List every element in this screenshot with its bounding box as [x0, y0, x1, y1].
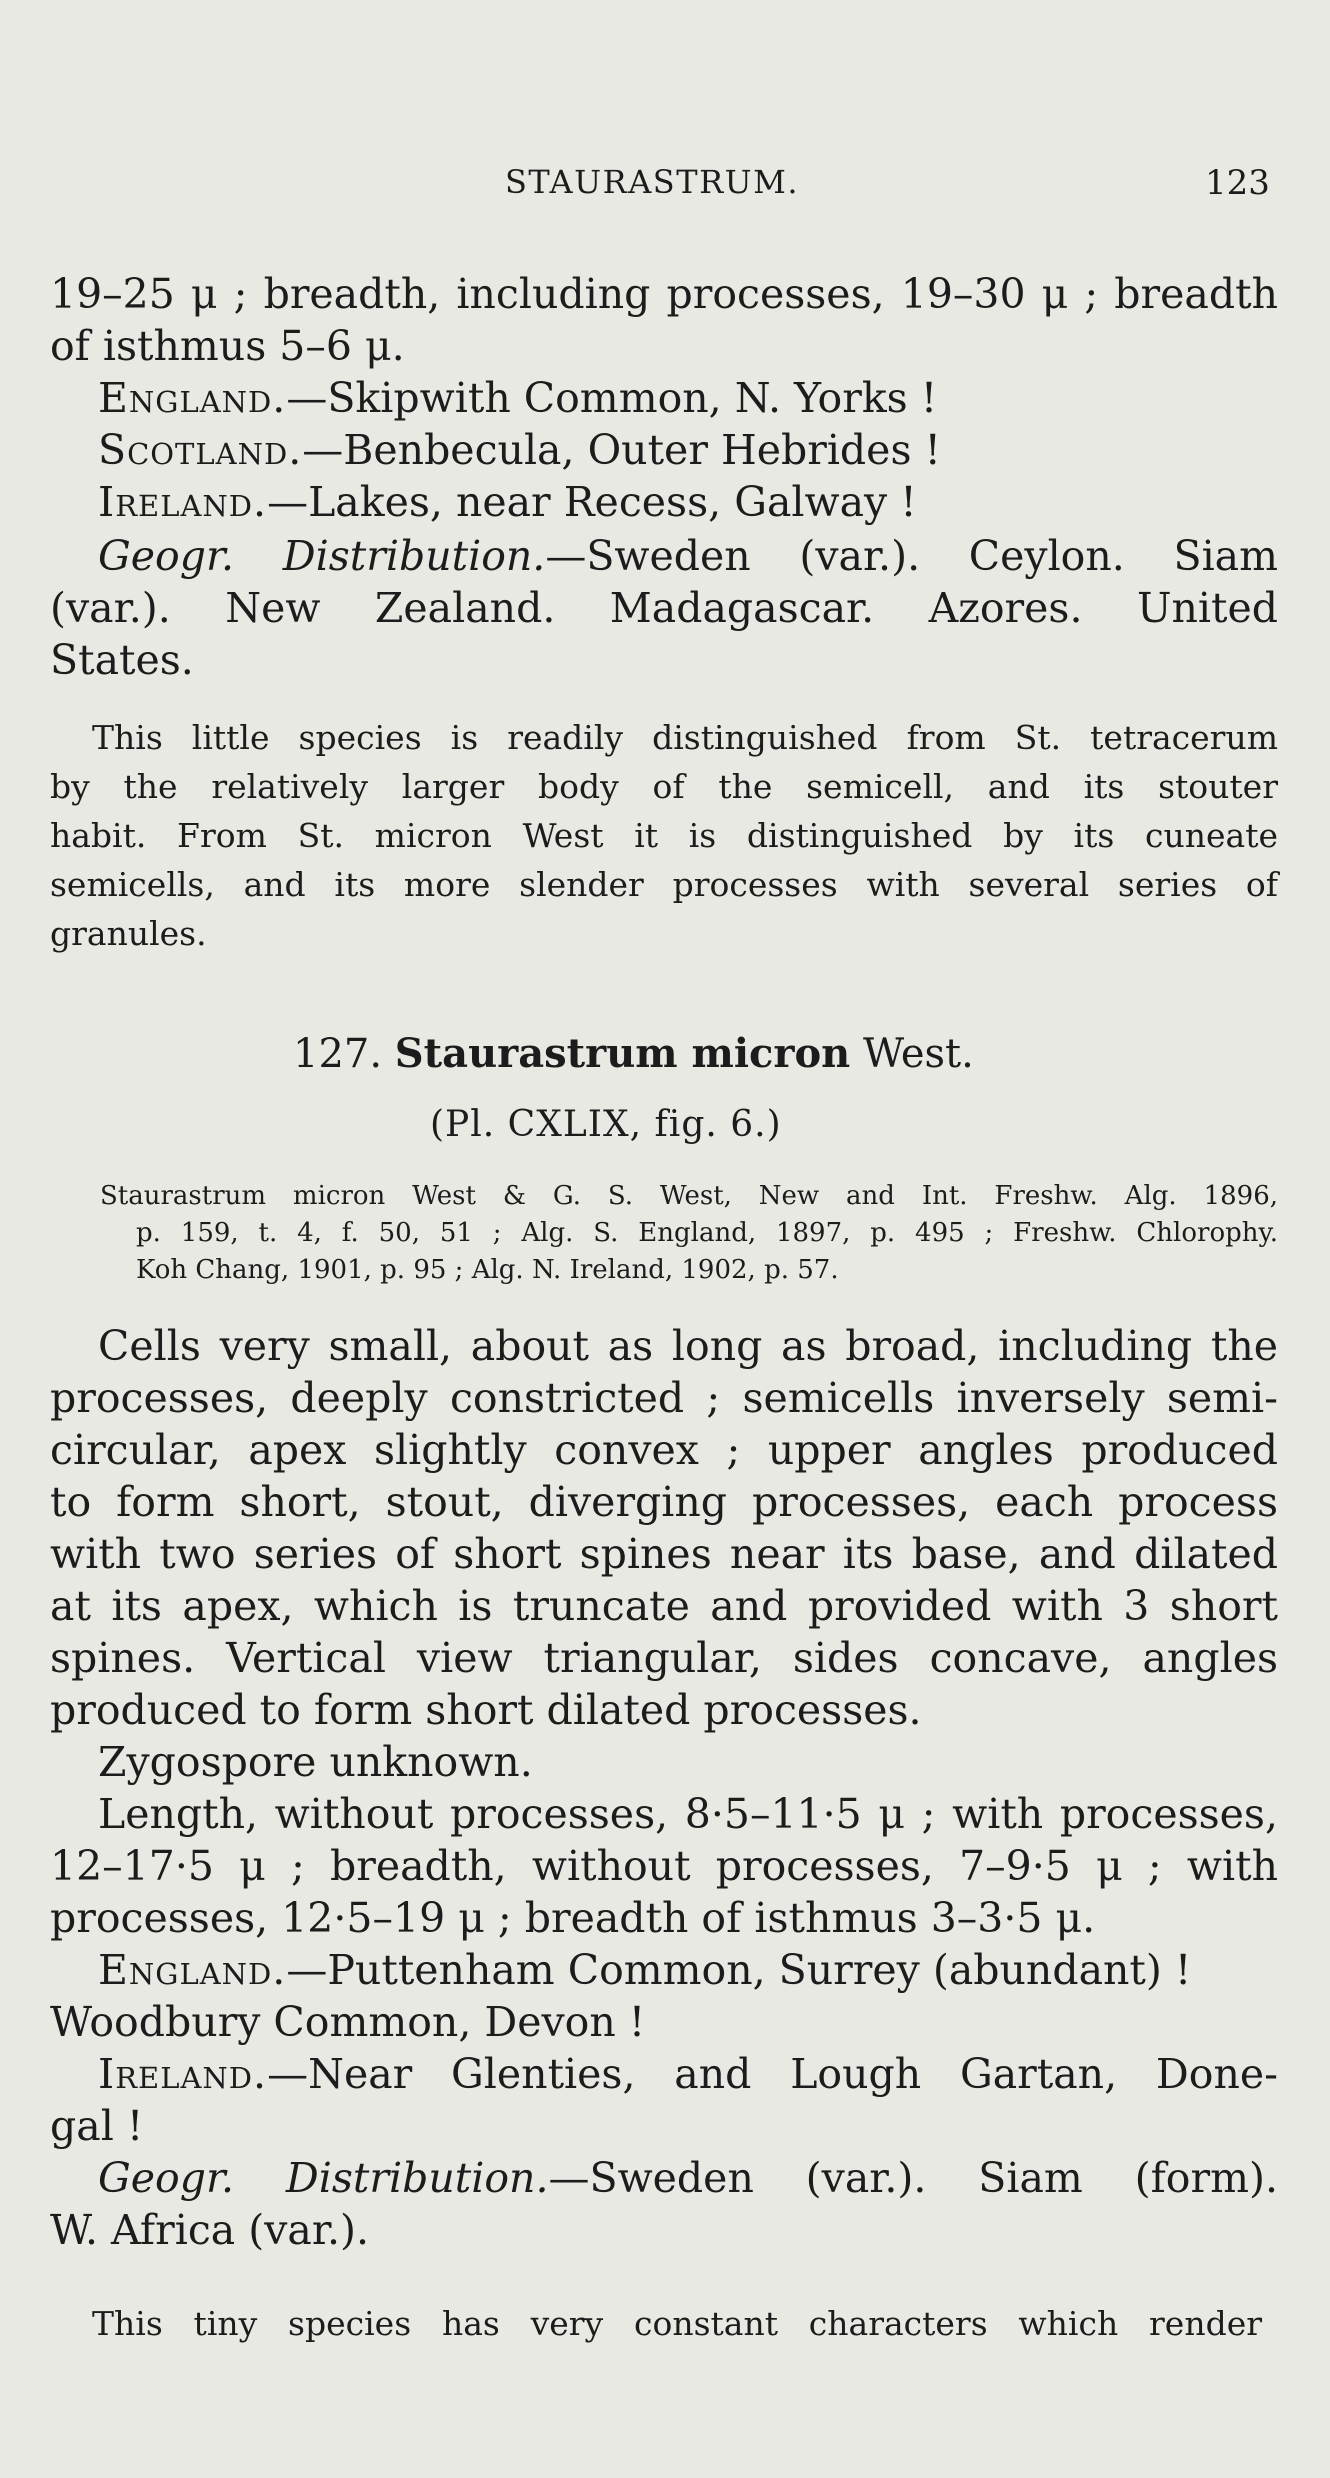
citation-line: Koh Chang, 1901, p. 95 ; Alg. N. Ireland, 1902, p. 57. — [136, 1255, 839, 1285]
distribution-line: W. Africa (var.). — [50, 2206, 370, 2254]
species-number: 127. — [293, 1031, 383, 1077]
locality-ireland: Ireland.—Near Glenties, and Lough Gartan, Done- — [98, 2050, 1278, 2098]
prev-dimensions-line: of isthmus 5–6 μ. — [50, 322, 405, 370]
prev-locality-england: England.—Skipwith Common, N. Yorks ! — [98, 374, 938, 422]
prev-note-line: granules. — [50, 914, 207, 953]
prev-distribution-line: Geogr. Distribution.—Sweden (var.). Ceylon. Siam — [98, 532, 1278, 580]
running-header: STAURASTRUM. — [505, 163, 800, 201]
prev-locality-ireland: Ireland.—Lakes, near Recess, Galway ! — [98, 478, 917, 526]
measurement-line: 12–17·5 μ ; breadth, without processes, 7–9·5 μ ; with — [50, 1842, 1278, 1890]
prev-note-line: This little species is readily distinguished from St. tetracerum — [92, 718, 1278, 757]
prev-note-line: semicells, and its more slender processes with several series of — [50, 865, 1278, 904]
description-line: circular, apex slightly convex ; upper angles produced — [50, 1426, 1278, 1474]
description-line: Cells very small, about as long as broad, including the — [98, 1322, 1278, 1370]
note-line: This tiny species has very constant characters which render — [92, 2304, 1262, 2343]
page-number: 123 — [1205, 163, 1270, 203]
prev-note-line: habit. From St. micron West it is distinguished by its cuneate — [50, 816, 1278, 855]
citation-line: Staurastrum micron West & G. S. West, New and Int. Freshw. Alg. 1896, — [100, 1181, 1278, 1211]
prev-distribution-line: (var.). New Zealand. Madagascar. Azores. United — [50, 584, 1278, 632]
description-line: to form short, stout, diverging processes, each process — [50, 1478, 1278, 1526]
species-author: West. — [862, 1031, 974, 1077]
prev-distribution-line: States. — [50, 636, 194, 684]
prev-dimensions-line: 19–25 μ ; breadth, including processes, 19–30 μ ; breadth — [50, 270, 1278, 318]
species-heading — [293, 1030, 974, 1077]
plate-reference: (Pl. CXLIX, fig. 6.) — [430, 1104, 782, 1145]
species-name: Staurastrum micron — [394, 1030, 851, 1077]
measurement-line: processes, 12·5–19 μ ; breadth of isthmus 3–3·5 μ. — [50, 1894, 1096, 1942]
measurement-line: Length, without processes, 8·5–11·5 μ ; with processes, — [98, 1790, 1278, 1838]
zygospore-line: Zygospore unknown. — [98, 1738, 533, 1786]
description-line: with two series of short spines near its base, and dilated — [50, 1530, 1278, 1578]
description-line: produced to form short dilated processes. — [50, 1686, 922, 1734]
prev-note-line: by the relatively larger body of the semicell, and its stouter — [50, 767, 1278, 806]
locality-ireland-cont: gal ! — [50, 2102, 144, 2150]
prev-locality-scotland: Scotland.—Benbecula, Outer Hebrides ! — [98, 426, 941, 474]
description-line: spines. Vertical view triangular, sides concave, angles — [50, 1634, 1278, 1682]
citation-line: p. 159, t. 4, f. 50, 51 ; Alg. S. England, 1897, p. 495 ; Freshw. Chlorophy. — [136, 1218, 1278, 1248]
description-line: at its apex, which is truncate and provided with 3 short — [50, 1582, 1278, 1630]
locality-england-cont: Woodbury Common, Devon ! — [50, 1998, 646, 2046]
distribution-line: Geogr. Distribution.—Sweden (var.). Siam (form). — [98, 2154, 1278, 2202]
locality-england: England.—Puttenham Common, Surrey (abundant) ! — [98, 1946, 1192, 1994]
description-line: processes, deeply constricted ; semicells inversely semi- — [50, 1374, 1278, 1422]
